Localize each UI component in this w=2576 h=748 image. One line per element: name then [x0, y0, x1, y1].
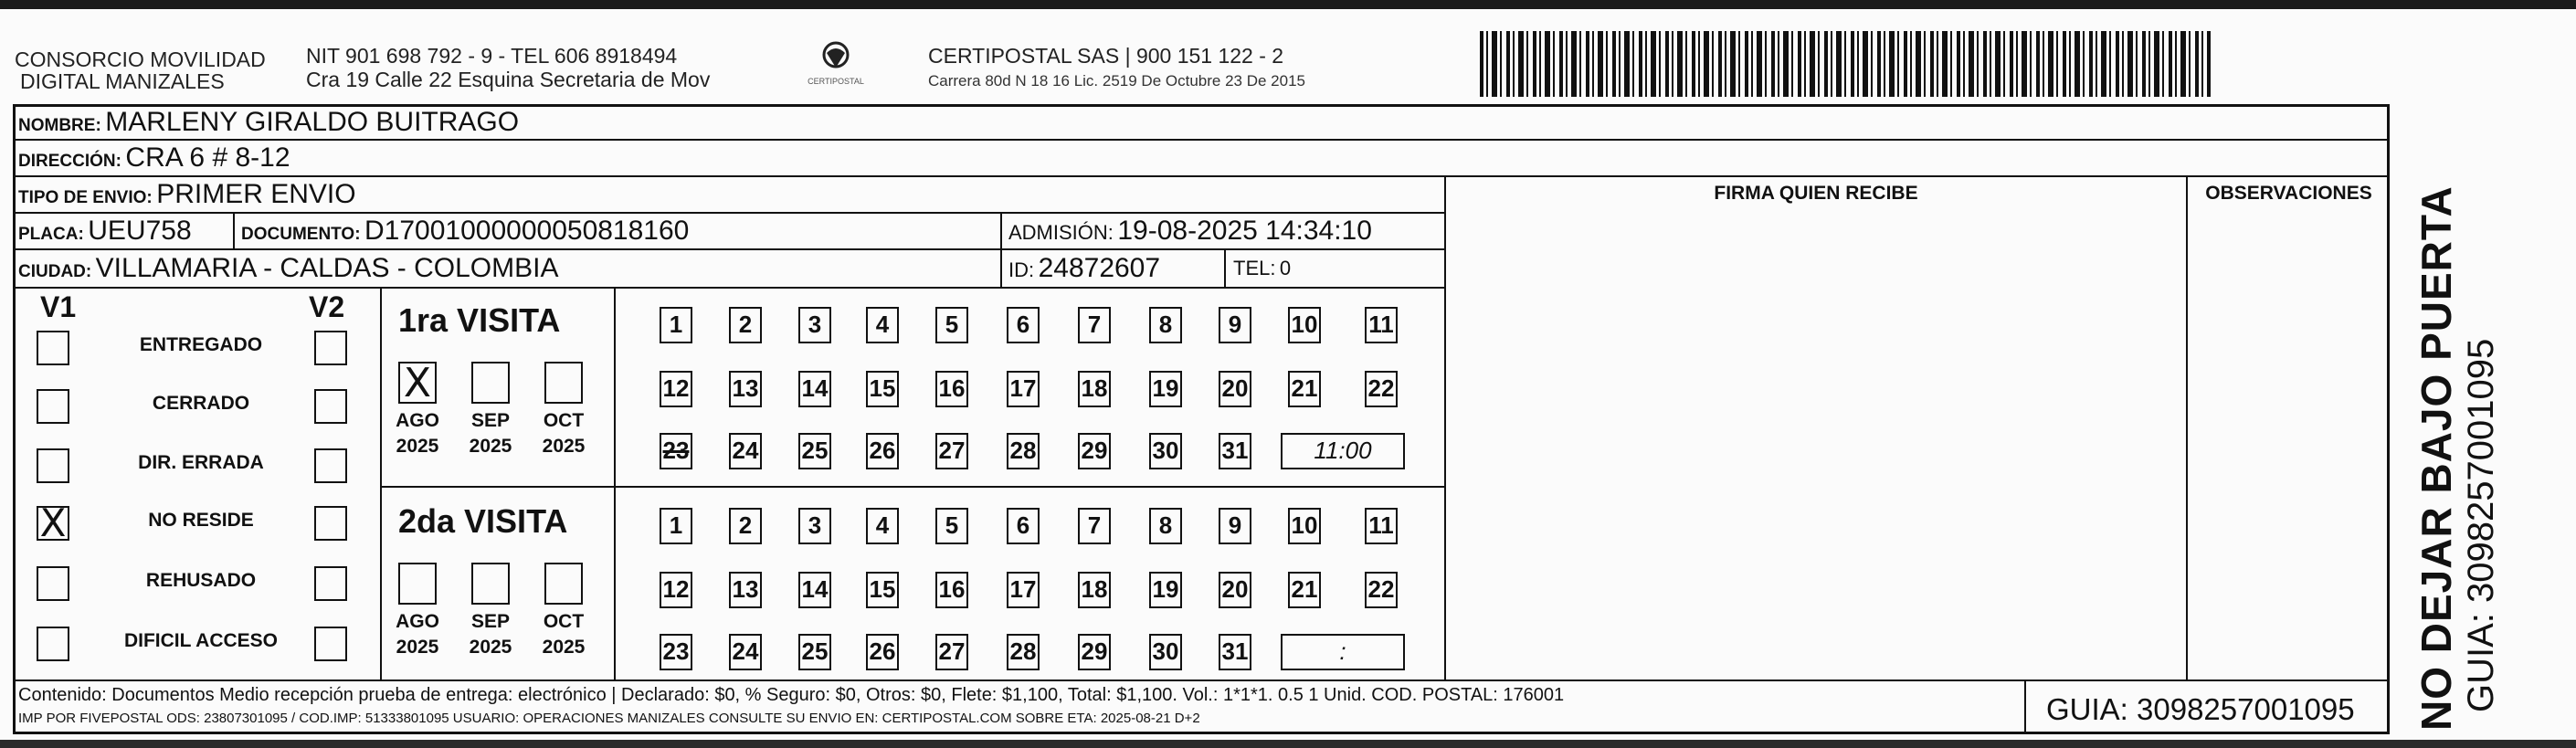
status-label: DIFICIL ACCESO — [123, 630, 278, 651]
day-box[interactable]: 18 — [1078, 572, 1111, 608]
side-notice-block — [2412, 185, 2502, 731]
day-box[interactable]: 6 — [1007, 508, 1040, 544]
tipo-envio-label: TIPO DE ENVIO: — [18, 188, 153, 207]
footer-print-info: IMP POR FIVEPOSTAL ODS: 23807301095 / COD.IMP: 51333801095 USUARIO: OPERACIONES MANIZALES CONSULTE SU ENVIO EN: CERTIPOSTAL.COM SOBRE ETA: 2025-08-21 D+2 — [18, 711, 1200, 726]
day-box[interactable]: 2 — [729, 508, 762, 544]
placa-value: UEU758 — [88, 216, 192, 246]
day-box[interactable]: 18 — [1078, 371, 1111, 407]
day-box[interactable]: 4 — [866, 307, 899, 343]
admision-label: ADMISIÓN: — [1008, 221, 1114, 244]
day-box[interactable]: 10 — [1288, 307, 1321, 343]
tipo-envio-row — [18, 180, 356, 214]
v2-checkbox[interactable] — [314, 389, 347, 424]
day-box[interactable]: 4 — [866, 508, 899, 544]
ciudad-value: VILLAMARIA - CALDAS - COLOMBIA — [95, 253, 559, 283]
day-box[interactable]: 17 — [1007, 572, 1040, 608]
day-box[interactable]: 23 — [660, 634, 692, 670]
v2-checkbox[interactable] — [314, 506, 347, 541]
id-label: ID: — [1008, 258, 1035, 281]
day-box[interactable]: 30 — [1149, 433, 1182, 469]
status-label: NO RESIDE — [148, 510, 254, 531]
status-label: CERRADO — [152, 393, 250, 414]
rule — [380, 486, 1444, 488]
side-notice: NO DEJAR BAJO PUERTA — [2412, 185, 2460, 731]
tel-value: 0 — [1279, 257, 1292, 279]
day-box[interactable]: 1 — [660, 307, 692, 343]
rule — [2024, 680, 2026, 734]
checkbox-mark: X — [39, 500, 67, 545]
month-year: 2025 — [469, 637, 512, 658]
direccion-label: DIRECCIÓN: — [18, 152, 121, 171]
ciudad-label: CIUDAD: — [18, 262, 92, 281]
logo-caption: CERTIPOSTAL — [808, 77, 864, 86]
v1-checkbox[interactable] — [37, 389, 69, 424]
month-checkbox[interactable] — [398, 359, 437, 406]
visit-time-box[interactable]: 11:00 — [1281, 433, 1405, 469]
day-box[interactable]: 24 — [729, 433, 762, 469]
day-box[interactable]: 14 — [798, 371, 831, 407]
nombre-value: MARLENY GIRALDO BUITRAGO — [105, 107, 520, 137]
rule — [15, 680, 2390, 681]
rule — [15, 175, 2390, 177]
rule — [1000, 212, 1002, 287]
day-box[interactable]: 24 — [729, 634, 762, 670]
day-box[interactable]: 9 — [1219, 307, 1251, 343]
month-year: 2025 — [396, 436, 439, 457]
day-box[interactable]: 2 — [729, 307, 762, 343]
day-box[interactable]: 5 — [935, 307, 968, 343]
direccion-value: CRA 6 # 8-12 — [125, 142, 290, 173]
day-box[interactable]: 20 — [1219, 572, 1251, 608]
id-field — [1008, 254, 1160, 288]
day-box[interactable]: 9 — [1219, 508, 1251, 544]
day-box[interactable]: 5 — [935, 508, 968, 544]
placa-field — [18, 216, 192, 250]
footer-guia: GUIA: 3098257001095 — [2046, 692, 2355, 726]
admision-field — [1008, 216, 1372, 250]
checkbox-mark: X — [403, 359, 432, 406]
month-label: OCT — [543, 611, 585, 632]
day-box[interactable]: 7 — [1078, 508, 1111, 544]
day-box[interactable]: 31 — [1219, 634, 1251, 670]
day-box[interactable]: 26 — [866, 433, 899, 469]
day-box[interactable]: 17 — [1007, 371, 1040, 407]
documento-field — [241, 216, 689, 250]
month-year: 2025 — [542, 637, 586, 658]
day-box[interactable]: 20 — [1219, 371, 1251, 407]
day-box[interactable]: 15 — [866, 371, 899, 407]
nombre-row — [18, 108, 519, 142]
ciudad-field — [18, 254, 558, 288]
carrier-address: Carrera 80d N 18 16 Lic. 2519 De Octubre 23 De 2015 — [928, 72, 1305, 90]
status-label: DIR. ERRADA — [138, 452, 264, 473]
day-box[interactable]: 13 — [729, 371, 762, 407]
documento-label: DOCUMENTO: — [241, 225, 361, 244]
day-box[interactable]: 31 — [1219, 433, 1251, 469]
observaciones-area[interactable] — [2188, 214, 2390, 680]
company-address: Cra 19 Calle 22 Esquina Secretaria de Mov — [306, 68, 711, 91]
day-box[interactable]: 7 — [1078, 307, 1111, 343]
id-value: 24872607 — [1038, 253, 1161, 283]
day-box[interactable]: 25 — [798, 433, 831, 469]
day-box[interactable]: 3 — [798, 307, 831, 343]
month-checkbox[interactable] — [544, 563, 583, 605]
scan-edge-bottom — [0, 740, 2576, 748]
nombre-label: NOMBRE: — [18, 116, 101, 135]
month-label: SEP — [470, 410, 511, 431]
day-box[interactable]: 21 — [1288, 572, 1321, 608]
company-name-line2: DIGITAL MANIZALES — [20, 69, 225, 93]
company-nit: NIT 901 698 792 - 9 - TEL 606 8918494 — [306, 44, 678, 68]
tipo-envio-value: PRIMER ENVIO — [156, 179, 356, 209]
v2-checkbox[interactable] — [314, 627, 347, 661]
month-year: 2025 — [396, 637, 439, 658]
v1-checkbox[interactable] — [37, 448, 69, 483]
observaciones-header: OBSERVACIONES — [2205, 183, 2372, 204]
day-box[interactable]: 13 — [729, 572, 762, 608]
visit-title: 2da VISITA — [398, 502, 568, 540]
month-year: 2025 — [469, 436, 512, 457]
month-checkbox[interactable] — [544, 362, 583, 404]
rule — [614, 287, 616, 680]
v2-label: V2 — [309, 290, 345, 323]
visit-time-box[interactable]: : — [1281, 634, 1405, 670]
status-label: ENTREGADO — [139, 334, 263, 355]
tel-field — [1233, 254, 1291, 286]
month-checkbox[interactable] — [471, 563, 510, 605]
day-box[interactable]: 22 — [1365, 371, 1398, 407]
v1-checkbox[interactable] — [37, 566, 69, 601]
day-box[interactable]: 23 — [660, 433, 692, 469]
day-box[interactable]: 3 — [798, 508, 831, 544]
signature-area[interactable] — [1446, 214, 2186, 680]
day-box[interactable]: 16 — [935, 572, 968, 608]
v2-checkbox[interactable] — [314, 448, 347, 483]
v2-checkbox[interactable] — [314, 331, 347, 365]
carrier-name: CERTIPOSTAL SAS | 900 151 122 - 2 — [928, 44, 1284, 68]
day-box[interactable]: 16 — [935, 371, 968, 407]
day-box[interactable]: 27 — [935, 634, 968, 670]
tel-label: TEL: — [1233, 257, 1276, 279]
rule — [380, 287, 382, 680]
day-box[interactable]: 19 — [1149, 371, 1182, 407]
day-box[interactable]: 27 — [935, 433, 968, 469]
barcode — [1480, 31, 2211, 97]
status-label: REHUSADO — [145, 570, 257, 591]
side-guia: GUIA: 3098257001095 — [2461, 338, 2501, 712]
visit-title: 1ra VISITA — [398, 301, 561, 339]
v1-checkbox[interactable] — [37, 331, 69, 365]
day-box[interactable]: 29 — [1078, 634, 1111, 670]
day-box[interactable]: 26 — [866, 634, 899, 670]
admision-value: 19-08-2025 14:34:10 — [1117, 216, 1372, 246]
day-box[interactable]: 12 — [660, 371, 692, 407]
footer-contents: Contenido: Documentos Medio recepción prueba de entrega: electrónico | Declarado: $0, % Seguro: $0, Otros: $0, Flete: $1,100, Total: $1,100. Vol.: 1*1*1. 0.5 1 Unid. COD. POSTAL: 176001 — [18, 685, 1565, 705]
day-box[interactable]: 15 — [866, 572, 899, 608]
company-name-line1: CONSORCIO MOVILIDAD — [15, 47, 266, 71]
day-box[interactable]: 28 — [1007, 433, 1040, 469]
v1-checkbox[interactable] — [37, 627, 69, 661]
month-label: OCT — [543, 410, 585, 431]
day-box[interactable]: 29 — [1078, 433, 1111, 469]
day-box[interactable]: 25 — [798, 634, 831, 670]
day-box[interactable]: 22 — [1365, 572, 1398, 608]
day-box[interactable]: 8 — [1149, 508, 1182, 544]
day-box[interactable]: 10 — [1288, 508, 1321, 544]
scan-edge-top — [0, 0, 2576, 9]
day-box[interactable]: 8 — [1149, 307, 1182, 343]
firma-header: FIRMA QUIEN RECIBE — [1714, 183, 1918, 204]
rule — [233, 212, 235, 248]
day-box[interactable]: 11 — [1365, 508, 1398, 544]
rule — [1224, 248, 1226, 287]
month-label: AGO — [396, 410, 439, 431]
documento-value: D17001000000050818160 — [364, 216, 690, 246]
placa-label: PLACA: — [18, 225, 84, 244]
certipostal-logo — [804, 38, 868, 93]
day-box[interactable]: 1 — [660, 508, 692, 544]
day-box[interactable]: 30 — [1149, 634, 1182, 670]
day-box[interactable]: 12 — [660, 572, 692, 608]
day-box[interactable]: 11 — [1365, 307, 1398, 343]
day-box[interactable]: 19 — [1149, 572, 1182, 608]
month-checkbox[interactable] — [471, 362, 510, 404]
day-box[interactable]: 21 — [1288, 371, 1321, 407]
month-label: SEP — [470, 611, 511, 632]
v1-label: V1 — [40, 290, 77, 323]
day-box[interactable]: 28 — [1007, 634, 1040, 670]
v2-checkbox[interactable] — [314, 566, 347, 601]
month-checkbox[interactable] — [398, 563, 437, 605]
day-box[interactable]: 14 — [798, 572, 831, 608]
day-box[interactable]: 6 — [1007, 307, 1040, 343]
direccion-row — [18, 143, 290, 177]
month-year: 2025 — [542, 436, 586, 457]
month-label: AGO — [396, 611, 439, 632]
v1-checkbox[interactable] — [37, 500, 69, 545]
